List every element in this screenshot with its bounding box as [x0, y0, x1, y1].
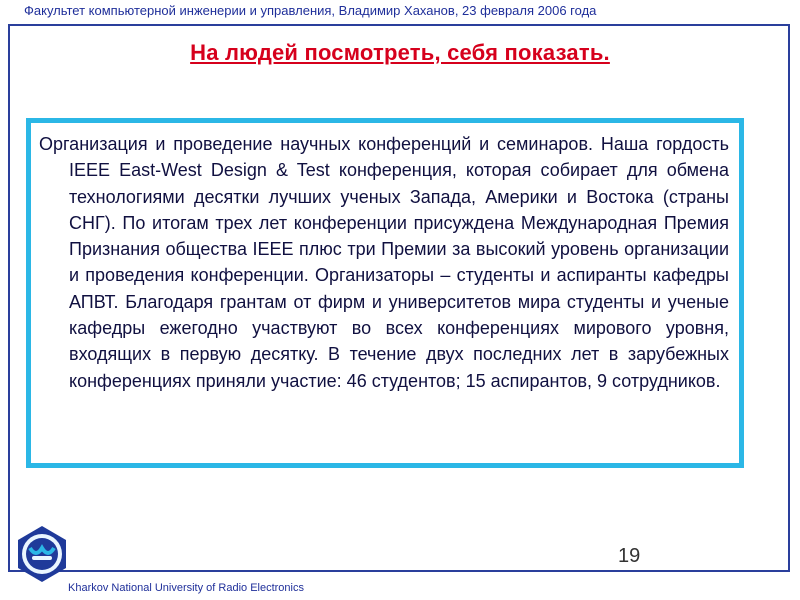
slide-title: На людей посмотреть, себя показать. [190, 40, 610, 65]
header-text: Факультет компьютерной инженерии и управления, Владимир Хаханов, 23 февраля 2006 года [24, 3, 597, 18]
page-number: 19 [618, 545, 641, 567]
logo-svg [12, 524, 72, 584]
university-logo-icon [12, 524, 72, 584]
footer-text: Kharkov National University of Radio Electronics [68, 582, 304, 594]
content-box [26, 118, 744, 468]
content-text: Организация и проведение научных конференций и семинаров. Наша гордость IEEE East-West Design & Test конференция, которая собирает для обмена технологиями десятки лучших ученых Запада, Америки и Востока (страны СНГ). По итогам трех лет конференции присуждена Международная Премия Признания общества IEEE плюс три Премии за высокий уровень организации и проведения конференции. Организаторы – студенты и аспиранты кафедры АПВТ. Благодаря грантам от фирм и университетов мира студенты и ученые кафедры ежегодно участвуют во всех конференциях мирового уровня, входящих в первую десятку. В течение двух последних лет в зарубежных конференциях приняли участие: 46 студентов; 15 аспирантов, 9 сотрудников. [39, 134, 729, 391]
